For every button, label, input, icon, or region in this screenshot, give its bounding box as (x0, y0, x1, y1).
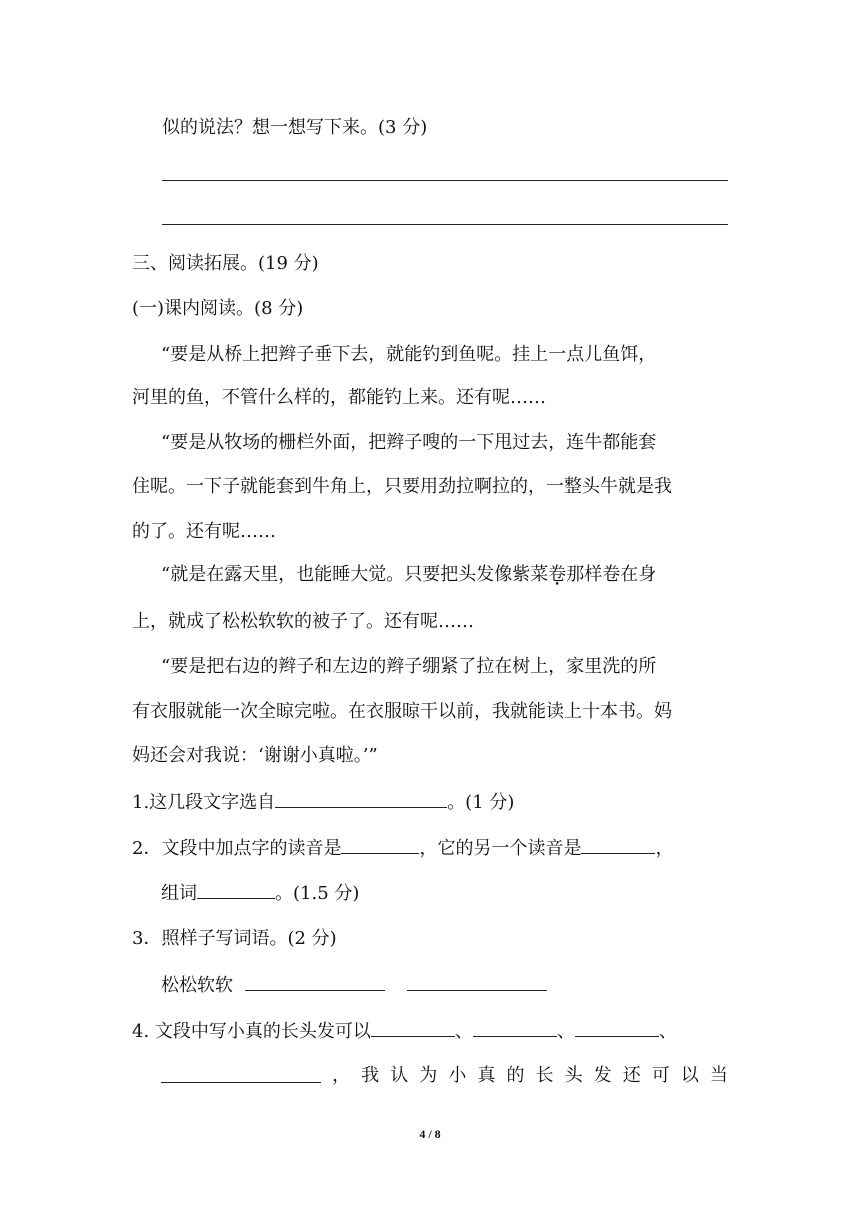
q4-char: 真 (477, 1065, 496, 1086)
passage-line: 上，就成了松松软软的被子了。还有呢…… (132, 611, 474, 632)
question-text: ， (655, 838, 674, 859)
question-text: 。(1.5 分) (275, 883, 360, 904)
answer-blank[interactable] (371, 1018, 455, 1037)
answer-blank[interactable] (197, 880, 275, 899)
passage-text: “就是在露天里，也能睡大觉。只要把头发像紫菜 (161, 564, 549, 585)
passage-line: 有衣服就能一次全晾完啦。在衣服晾干以前，我就能读上十本书。妈 (132, 701, 672, 722)
passage-line (161, 563, 656, 587)
question-3-answers (161, 972, 547, 998)
q4-char: ， (332, 1065, 351, 1086)
question-2 (132, 835, 673, 861)
q4-char: 当 (709, 1065, 728, 1086)
question-3: 3．照样子写词语。(2 分) (132, 928, 337, 949)
q4-char: 可 (651, 1065, 670, 1086)
page-number: 4 / 8 (419, 1127, 441, 1141)
answer-blank[interactable] (581, 835, 655, 854)
question-1 (132, 789, 514, 815)
question-text: 4. 文段中写小真的长头发可以 (132, 1021, 371, 1042)
question-tail: 似的说法？想一想写下来。(3 分) (162, 117, 428, 138)
q4-char: 以 (680, 1065, 699, 1086)
answer-blank[interactable] (575, 1018, 659, 1037)
answer-blank[interactable] (407, 972, 547, 991)
answer-blank[interactable] (161, 1064, 321, 1083)
passage-line: 的了。还有呢…… (132, 521, 276, 542)
q4-char: 头 (564, 1065, 583, 1086)
dotted-character: 卷 (548, 564, 567, 585)
q4-char: 发 (593, 1065, 612, 1086)
q4-char: 还 (622, 1065, 641, 1086)
separator: 、 (658, 1021, 677, 1042)
question-text: 组词 (161, 883, 197, 904)
passage-line: 河里的鱼，不管什么样的，都能钓上来。还有呢…… (132, 387, 546, 408)
q4-char: 长 (535, 1065, 554, 1086)
answer-blank[interactable] (341, 835, 419, 854)
q4-char: 我 (361, 1065, 380, 1086)
passage-text: 那样卷在身 (566, 564, 657, 585)
question-2-line2 (161, 880, 359, 906)
answer-line (162, 180, 728, 181)
question-4 (132, 1018, 677, 1044)
question-text: ，它的另一个读音是 (419, 838, 582, 859)
answer-blank[interactable] (245, 972, 385, 991)
q4-char: 为 (419, 1065, 438, 1086)
answer-blank[interactable] (275, 789, 447, 808)
subsection-heading: (一)课内阅读。(8 分) (132, 298, 304, 319)
question-4-line2 (161, 1064, 728, 1088)
passage-line: “要是把右边的辫子和左边的辫子绷紧了拉在树上，家里洗的所 (161, 656, 657, 677)
answer-blank[interactable] (473, 1018, 557, 1037)
q4-char: 小 (448, 1065, 467, 1086)
passage-line: “要是从桥上把辫子垂下去，就能钓到鱼呢。挂上一点儿鱼饵， (161, 344, 657, 365)
question-number: 2． (132, 838, 162, 859)
separator: 、 (556, 1021, 575, 1042)
example-word: 松松软软 (161, 975, 233, 996)
passage-line: 住呢。一下子就能套到牛角上，只要用劲拉啊拉的，一整头牛就是我 (132, 476, 672, 497)
question-text: 。(1 分) (447, 792, 515, 813)
question-text: 文段中加点字的读音是 (161, 838, 342, 859)
question-text: 1.这几段文字选自 (132, 792, 276, 813)
q4-char: 的 (506, 1065, 525, 1086)
passage-line: 妈还会对我说：‘谢谢小真啦。’” (132, 745, 378, 766)
separator: 、 (454, 1021, 473, 1042)
answer-line (162, 224, 728, 225)
section-heading: 三、阅读拓展。(19 分) (132, 253, 319, 274)
q4-char: 认 (390, 1065, 409, 1086)
passage-line: “要是从牧场的栅栏外面，把辫子嗖的一下甩过去，连牛都能套 (161, 432, 657, 453)
